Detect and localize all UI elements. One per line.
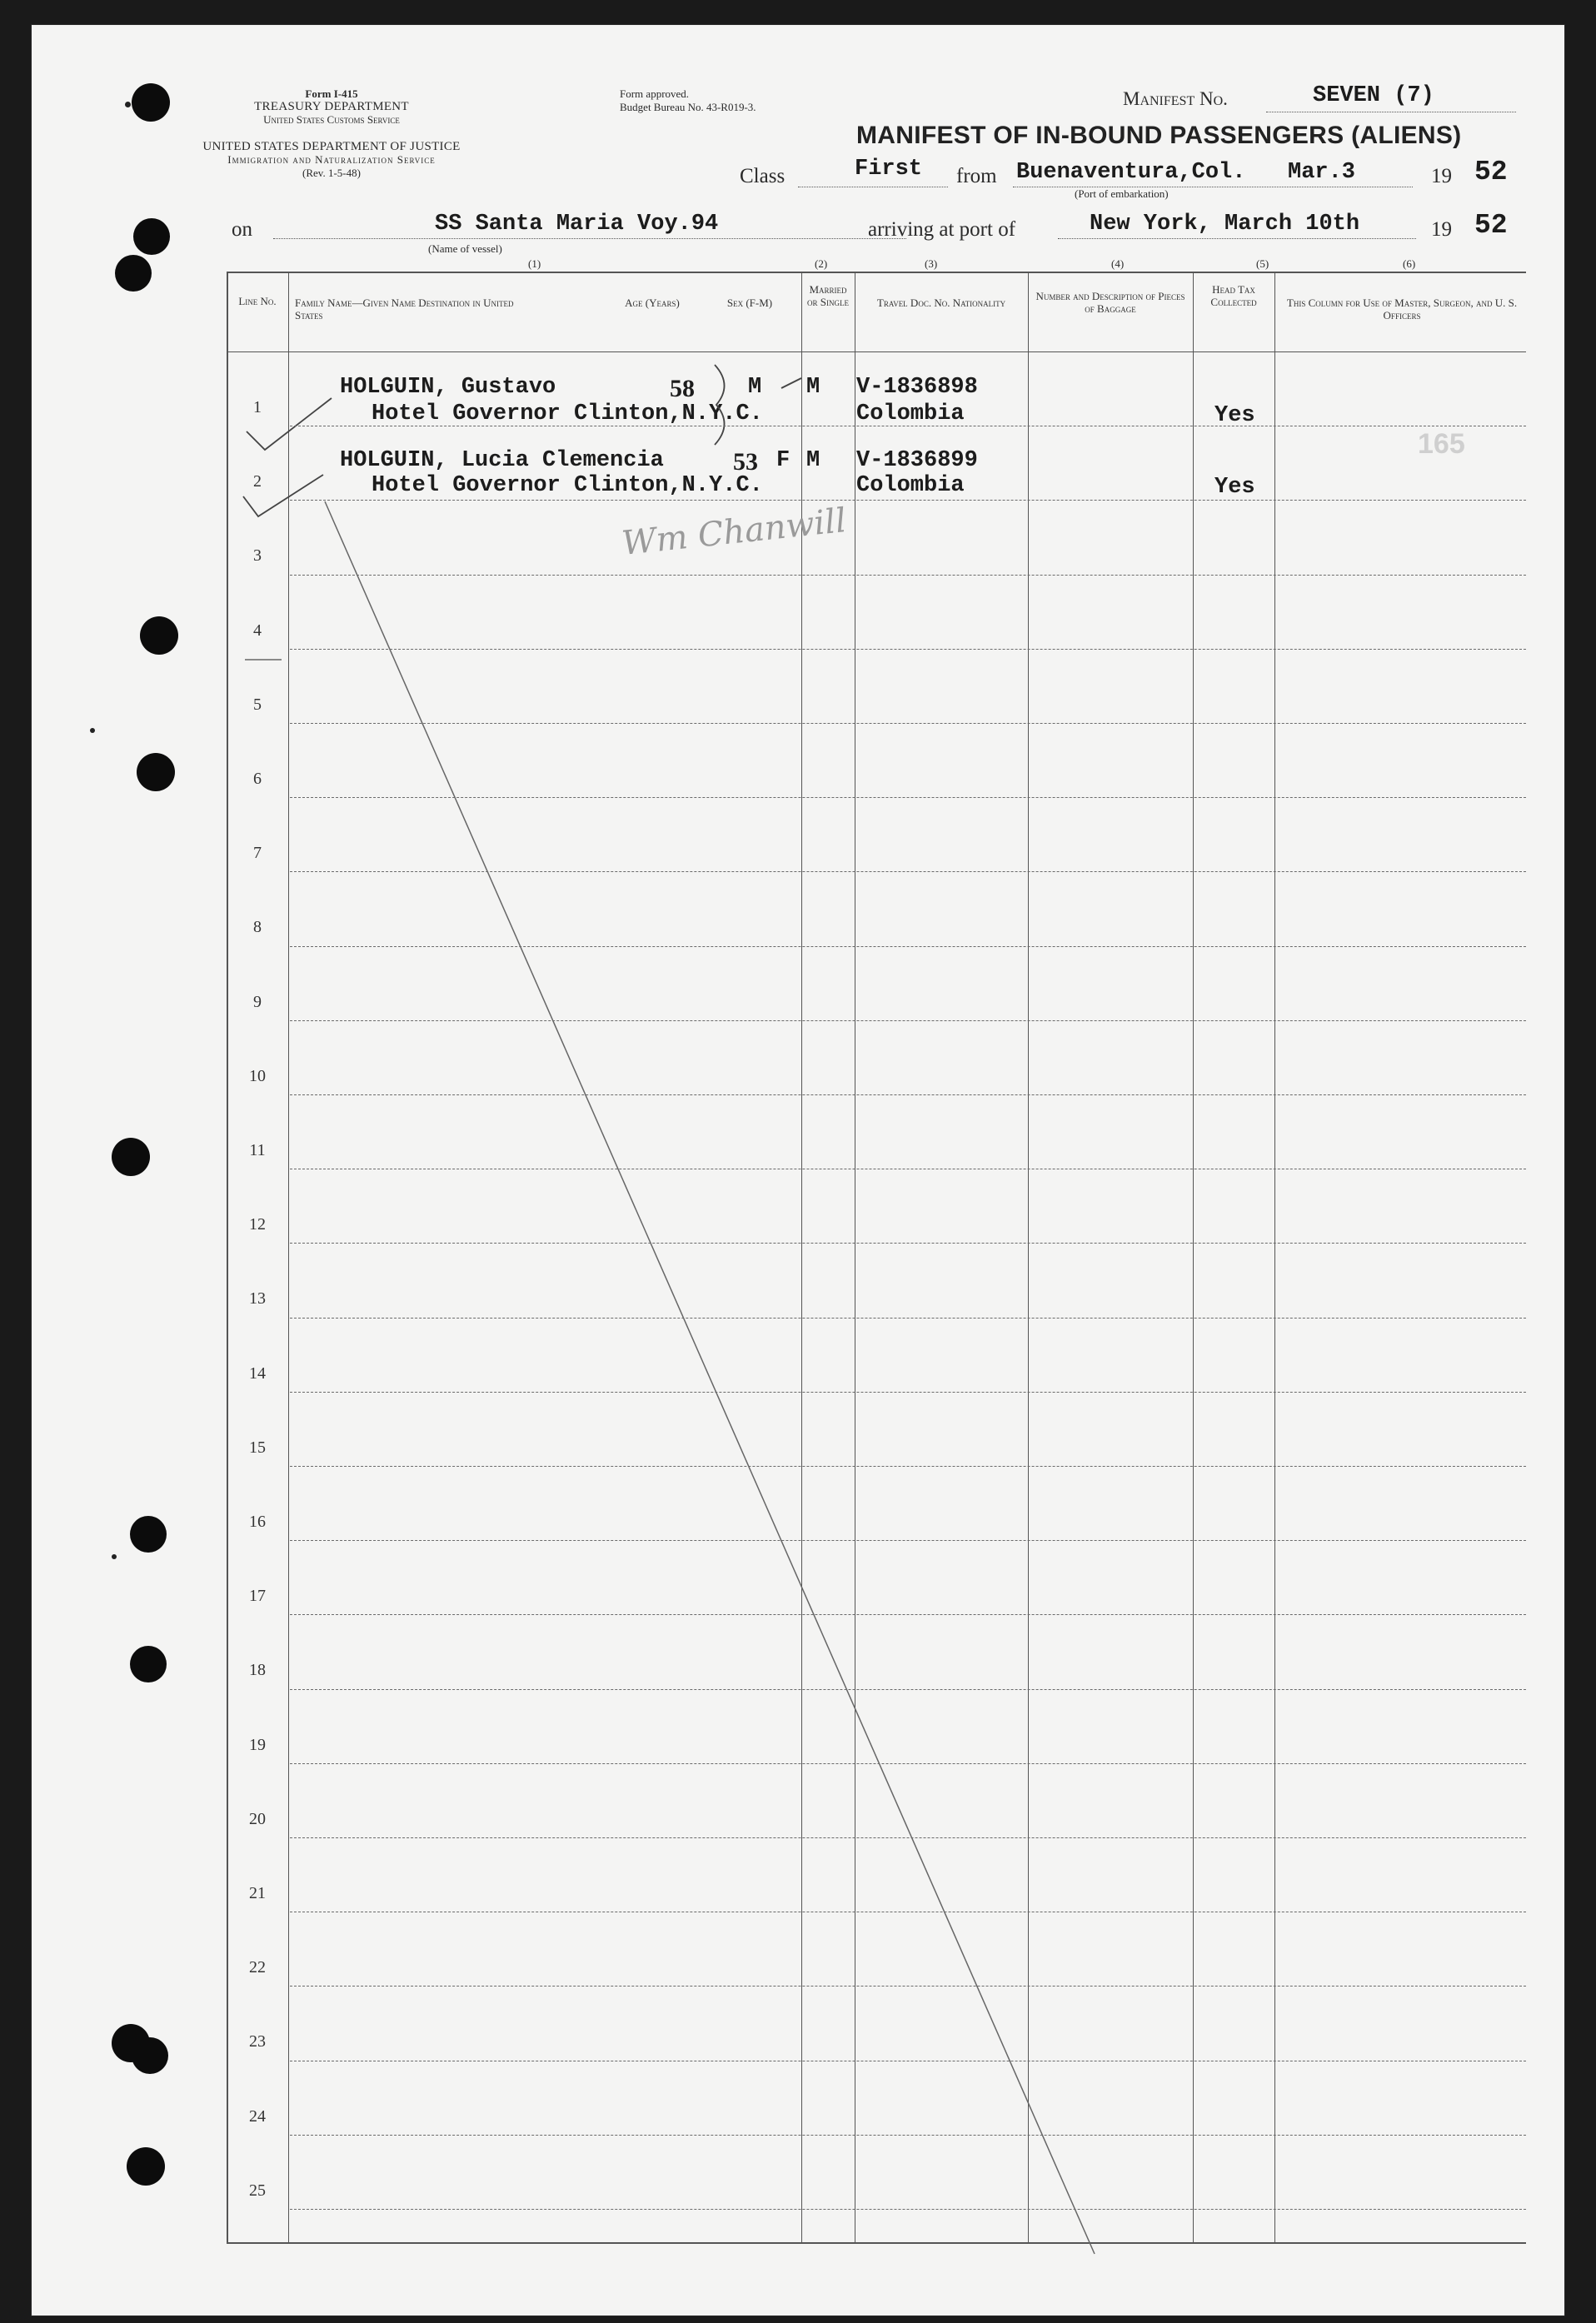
row-line	[290, 1020, 1526, 1021]
cancel-line	[325, 501, 1095, 2254]
class-value: First	[855, 157, 923, 182]
embark-date: Mar.3	[1288, 160, 1356, 185]
vessel-name: SS Santa Maria Voy.94	[435, 212, 719, 237]
line-number: 6	[253, 770, 262, 788]
line-number: 9	[253, 992, 262, 1011]
line-number: 3	[253, 546, 262, 566]
header-age: Age (Years)	[625, 297, 680, 309]
row-line	[290, 2135, 1526, 2136]
line-number: 25	[249, 2181, 266, 2200]
year-1: 52	[1474, 157, 1508, 187]
header-married: Married or Single	[807, 283, 849, 308]
col6-caption: (6)	[1403, 257, 1416, 270]
row-line	[290, 1763, 1526, 1764]
form-revision: (Rev. 1-5-48)	[302, 167, 361, 179]
header-head-tax: Head Tax Collected	[1210, 283, 1257, 308]
vessel-caption: (Name of vessel)	[428, 242, 502, 255]
embark-caption: (Port of embarkation)	[1075, 187, 1169, 200]
row-line	[290, 1837, 1526, 1838]
dash-mark	[781, 378, 801, 388]
line-number: 24	[249, 2106, 266, 2126]
passenger-nationality: Colombia	[856, 401, 965, 426]
row-line	[290, 649, 1526, 650]
row-line	[290, 1689, 1526, 1690]
line-number: 5	[253, 695, 262, 714]
form-number: Form I-415	[305, 87, 358, 100]
row-line	[290, 1318, 1526, 1319]
line-number: 16	[249, 1513, 266, 1531]
year-prefix-1: 19	[1431, 165, 1452, 187]
arriving-label: arriving at port of	[868, 218, 1016, 241]
line-number: 17	[249, 1587, 266, 1606]
row-line	[290, 1466, 1526, 1467]
header-sex: Sex (F-M)	[726, 297, 773, 309]
passenger-head-tax: Yes	[1214, 475, 1255, 500]
header-line-no: Line No.	[238, 295, 277, 307]
form-service: United States Customs Service	[263, 113, 400, 126]
passenger-destination: Hotel Governor Clinton,N.Y.C.	[372, 401, 763, 426]
manifest-number-label: Manifest No.	[1123, 88, 1228, 109]
form-approved: Form approved.	[620, 87, 690, 100]
header-travel-doc: Travel Doc. No. Nationality	[876, 297, 1006, 309]
row-line	[290, 723, 1526, 724]
row-line	[290, 1986, 1526, 1987]
line-number: 13	[249, 1289, 266, 1309]
passenger-nationality: Colombia	[856, 473, 965, 498]
line-number: 20	[249, 1809, 266, 1828]
on-label: on	[232, 218, 252, 241]
line-number: 18	[249, 1661, 266, 1680]
year-2: 52	[1474, 210, 1508, 241]
manifest-title: MANIFEST OF IN-BOUND PASSENGERS (ALIENS)	[856, 122, 1462, 149]
passenger-sex: F	[776, 448, 791, 473]
row-line	[290, 1614, 1526, 1615]
header-official-use: This Column for Use of Master, Surgeon, and U. S. Officers	[1286, 297, 1518, 322]
row-line	[290, 1392, 1526, 1393]
passenger-name: HOLGUIN, Gustavo	[340, 375, 556, 400]
year-prefix-2: 19	[1431, 218, 1452, 241]
line-number: 19	[249, 1735, 266, 1754]
line-number: 7	[253, 844, 262, 863]
col5-caption: (5)	[1256, 257, 1269, 270]
manifest-number: SEVEN (7)	[1313, 83, 1434, 108]
line-number: 10	[249, 1066, 266, 1085]
form-justice: UNITED STATES DEPARTMENT OF JUSTICE	[202, 140, 461, 153]
line-number: 14	[249, 1363, 266, 1383]
passenger-doc: V-1836898	[856, 375, 978, 400]
signature: Wm Chanwill	[620, 501, 849, 564]
arrival-port-date: New York, March 10th	[1090, 212, 1360, 237]
line-number: 12	[249, 1215, 266, 1234]
row-line	[290, 500, 1526, 501]
line-number: 21	[249, 1884, 266, 1902]
from-label: from	[956, 165, 997, 187]
col1-caption: (1)	[528, 257, 541, 270]
row-line	[290, 1243, 1526, 1244]
passenger-marital: M	[806, 375, 820, 400]
embark-port: Buenaventura,Col.	[1016, 160, 1246, 185]
line-number: 15	[249, 1438, 266, 1457]
passenger-name: HOLGUIN, Lucia Clemencia	[340, 448, 664, 473]
col4-caption: (4)	[1111, 257, 1125, 270]
line-number: 23	[249, 2032, 266, 2051]
manifest-page	[32, 25, 1564, 2316]
passenger-age: 53	[733, 448, 758, 476]
line-number: 1	[253, 398, 262, 416]
row-line	[290, 2209, 1526, 2210]
line-number: 4	[253, 621, 262, 640]
line-number: 8	[253, 918, 262, 937]
row-line	[290, 797, 1526, 798]
line-number: 22	[249, 1958, 266, 1977]
row-line	[290, 1094, 1526, 1095]
row-line	[290, 946, 1526, 947]
line-number: 2	[253, 472, 262, 491]
passenger-marital: M	[806, 448, 820, 473]
row-line	[290, 871, 1526, 872]
passenger-doc: V-1836899	[856, 448, 978, 473]
passenger-sex: M	[748, 375, 762, 400]
row-line	[290, 1540, 1526, 1541]
col2-caption: (2)	[815, 257, 828, 270]
col3-caption: (3)	[925, 257, 938, 270]
header-name: Family Name—Given Name Destination in United States	[295, 297, 514, 322]
stamp-number: 165	[1418, 428, 1465, 460]
passenger-destination: Hotel Governor Clinton,N.Y.C.	[372, 473, 763, 498]
passenger-head-tax: Yes	[1214, 403, 1255, 428]
class-label: Class	[740, 165, 786, 187]
header-baggage: Number and Description of Pieces of Baggage	[1035, 290, 1185, 315]
form-ins: Immigration and Naturalization Service	[227, 153, 436, 166]
bracket-mark	[715, 365, 725, 445]
form-department: TREASURY DEPARTMENT	[254, 100, 409, 113]
line-number: 11	[249, 1141, 266, 1159]
row-line	[290, 575, 1526, 576]
passenger-age: 58	[670, 375, 695, 402]
form-bureau: Budget Bureau No. 43-R019-3.	[620, 101, 756, 113]
